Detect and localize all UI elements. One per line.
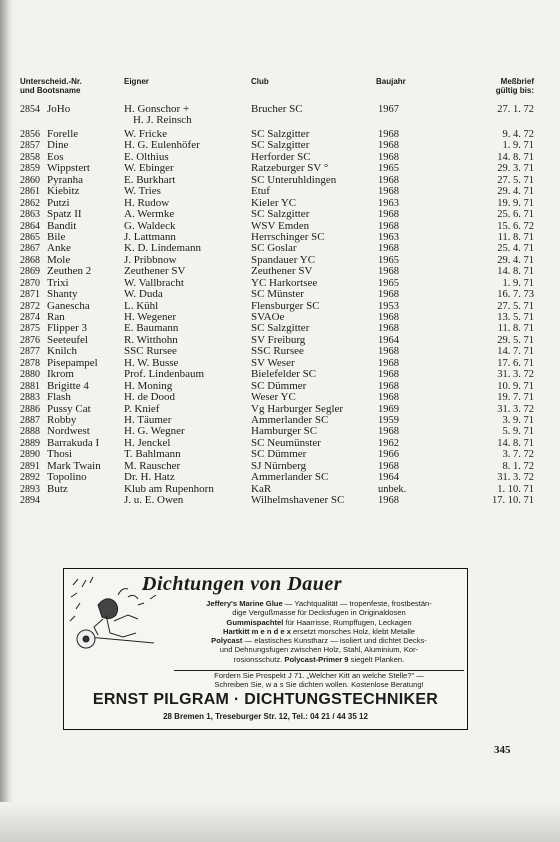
club-name: Zeuthener SV [251,265,313,278]
boat-name: Nordwest [47,425,90,438]
build-year: 1962 [378,437,399,449]
table-row [0,392,560,403]
boat-number: 2874 [20,312,40,323]
club-name: SJ Nürnberg [251,459,307,472]
boat-name: Thosi [47,448,73,461]
advertisement [63,568,468,730]
boat-number: 2865 [20,231,40,243]
build-year: 1968 [378,380,399,392]
boat-number: 2854 [20,104,40,115]
boat-number: 2878 [20,357,40,369]
owner-name: H. W. Busse [124,356,179,369]
certificate-valid-until: 14. 7. 71 [497,346,534,358]
club-name: SC Salzgitter [251,208,310,221]
build-year: 1968 [378,174,399,186]
owner-name: H. G. Eulenhöfer [124,139,200,152]
boat-name: Brigitte 4 [47,379,89,392]
page-number: 345 [494,744,511,756]
certificate-valid-until: 14. 8. 71 [497,266,534,278]
build-year: 1968 [378,209,399,221]
build-year: 1968 [378,220,399,232]
build-year: 1968 [378,357,399,369]
owner-name: J. u. E. Owen [124,494,184,506]
build-year: 1968 [378,266,399,278]
boat-number: 2889 [20,437,40,449]
build-year: 1968 [378,186,399,198]
boat-number: 2877 [20,346,40,358]
boat-number: 2876 [20,334,40,346]
boat-name: Flipper 3 [47,322,88,335]
boat-number: 2860 [20,174,40,186]
club-name: SC Dümmer [251,379,307,392]
boat-number: 2894 [20,495,40,506]
club-name: Etuf [251,185,270,198]
table-row [0,186,560,197]
build-year: 1968 [378,346,399,358]
certificate-valid-until: 27. 5. 71 [497,300,534,312]
boat-number: 2862 [20,197,40,209]
certificate-valid-until: 31. 3. 72 [497,403,534,415]
build-year: 1964 [378,472,399,484]
boat-number: 2887 [20,414,40,426]
build-year: 1968 [378,460,399,472]
owner-name: L. Kühl [124,299,159,312]
owner-name: M. Rauscher [124,459,181,472]
owner-name: H. Täumer [124,413,172,426]
club-name: SC Salzgitter [251,322,310,335]
boat-number: 2881 [20,380,40,392]
boat-number: 2869 [20,266,40,278]
owner-name: J. Lattmann [124,230,176,243]
boat-name: Ran [47,311,65,323]
header-number-name: Unterscheid.-Nr. und Bootsname [20,77,82,95]
owner-name: H. Moning [124,379,173,392]
owner-name: W. Duda [124,288,163,301]
owner-name: H. Rudow [124,196,170,209]
boat-name: Seeteufel [47,333,88,346]
club-name: Herforder SC [251,150,311,163]
boat-number: 2868 [20,254,40,266]
boat-number: 2861 [20,186,40,198]
club-name: Brucher SC [251,103,303,115]
table-row [0,104,560,129]
owner-name: Zeuthener SV [124,265,186,278]
club-name: SC Münster [251,288,304,301]
certificate-valid-until: 11. 8. 71 [497,231,534,243]
owner-name: W. Ebinger [124,162,174,175]
build-year: 1968 [378,392,399,404]
build-year: 1967 [378,104,399,115]
certificate-valid-until: 1. 10. 71 [497,483,534,495]
build-year: 1964 [378,334,399,346]
club-name: Ratzeburger SV ° [251,162,329,175]
owner-name: W. Tries [124,185,161,198]
certificate-valid-until: 29. 5. 71 [497,334,534,346]
boat-name: Trixi [47,276,69,289]
owner-name: H. de Dood [124,391,176,404]
header-year: Baujahr [376,77,406,86]
boat-name: Knilch [47,345,77,358]
table-row [0,495,560,506]
build-year: 1968 [378,151,399,163]
certificate-valid-until: 17. 6. 71 [497,357,534,369]
owner-name: Prof. Lindenbaum [124,368,205,381]
owner-name: Dr. H. Hatz [124,471,175,484]
build-year: 1963 [378,197,399,209]
header-owner: Eigner [124,77,149,86]
club-name: SC Salzgitter [251,139,310,152]
page-bottom-shadow [0,802,560,842]
boat-number: 2888 [20,426,40,438]
build-year: 1963 [378,231,399,243]
boat-number: 2871 [20,289,40,301]
certificate-valid-until: 29. 3. 71 [497,163,534,175]
build-year: 1968 [378,129,399,140]
certificate-valid-until: 31. 3. 72 [497,472,534,484]
club-name: SC Neumünster [251,436,321,449]
owner-name: E. Olthius [124,150,169,163]
table-row [0,449,560,460]
boat-number: 2858 [20,151,40,163]
certificate-valid-until: 19. 7. 71 [497,392,534,404]
certificate-valid-until: 14. 8. 71 [497,151,534,163]
owner-name: W. Fricke [124,128,167,140]
club-name: Spandauer YC [251,253,316,266]
certificate-valid-until: 14. 8. 71 [497,437,534,449]
boat-number: 2859 [20,163,40,175]
club-name: SV Freiburg [251,333,306,346]
build-year: 1965 [378,254,399,266]
certificate-valid-until: 8. 1. 72 [502,460,534,472]
owner-name: E. Baumann [124,322,179,335]
club-name: SSC Rursee [251,345,304,358]
owner-name: G. Waldeck [124,219,176,232]
build-year: 1968 [378,243,399,255]
build-year: 1968 [378,312,399,323]
boat-name: JoHo [47,103,71,115]
ad-title: Dichtungen von Dauer [142,573,343,595]
boat-number: 2893 [20,483,40,495]
table-row [0,175,560,186]
club-name: Wilhelmshavener SC [251,494,345,506]
build-year: 1968 [378,495,399,506]
club-name: YC Harkortsee [251,276,318,289]
header-club: Club [251,77,269,86]
boat-name: Bile [47,230,66,243]
club-name: Hamburger SC [251,425,318,438]
club-name: Weser YC [251,391,296,404]
boat-name: Ganescha [47,299,90,312]
build-year: 1953 [378,300,399,312]
boat-name: Butz [47,482,68,495]
certificate-valid-until: 29. 4. 71 [497,186,534,198]
club-name: Kieler YC [251,196,297,209]
owner-name: W. Vallbracht [124,276,184,289]
boat-name: Forelle [47,128,79,140]
club-name: WSV Emden [251,219,310,232]
table-row [0,369,560,380]
boat-number: 2883 [20,392,40,404]
certificate-valid-until: 19. 9. 71 [497,197,534,209]
ad-address: 28 Bremen 1, Treseburger Str. 12, Tel.: 04 21 / 44 35 12 [163,712,368,721]
ad-request: Fordern Sie Prospekt J 71. „Welcher Kitt an welche Stelle?" — Schreiben Sie, w a s Sie dichten wollen. Kostenlose Beratung! [214,671,424,690]
boat-register-table [0,104,560,506]
boat-name: Dine [47,139,69,152]
boat-name: Wippstert [47,162,90,175]
certificate-valid-until: 31. 3. 72 [497,369,534,381]
club-name: Bielefelder SC [251,368,317,381]
boat-name: Pisepampel [47,356,98,369]
build-year: 1968 [378,289,399,301]
boat-number: 2892 [20,472,40,484]
boat-name: Pussy Cat [47,402,91,415]
club-name: Vg Harburger Segler [251,402,344,415]
build-year: unbek. [378,483,407,495]
build-year: 1959 [378,414,399,426]
boat-number: 2880 [20,369,40,381]
owner-name: J. Pribbnow [124,253,177,266]
build-year: 1965 [378,277,399,289]
certificate-valid-until: 3. 9. 71 [502,414,534,426]
ad-product-list: Jeffery's Marine Glue — Yachtqualität — tropenfeste, frostbestän- dige Vergußmasse für Decksfugen in Originaldosen Gummispachtel für Haarrisse, Rumpffugen, Leckagen Hartkitt m e n d e x ersetzt morsches Holz, klebt Metalle Polycast — elastisches Kunstharz — isoliert und dichtet Decks- und Dehnungsfugen zwischen Holz, Stahl, Aluminium, Kor- rosionsschutz. Polycast-Primer 9 siegelt Planken. [206,599,432,664]
owner-name-secondary: H. J. Reinsch [133,114,192,126]
owner-name: T. Bahlmann [124,448,181,461]
header-valid-until: Meßbrief gültig bis: [495,77,534,95]
certificate-valid-until: 29. 4. 71 [497,254,534,266]
club-name: Flensburger SC [251,299,320,312]
owner-name: H. Wegener [124,311,177,323]
boat-name: Shanty [47,288,78,301]
boat-name: Spatz II [47,208,82,221]
club-name: SC Salzgitter [251,128,310,140]
certificate-valid-until: 1. 9. 71 [502,140,534,152]
boat-name: Mark Twain [47,459,101,472]
table-row [0,266,560,277]
club-name: SC Goslar [251,242,297,255]
club-name: Ammerlander SC [251,471,329,484]
certificate-valid-until: 11. 8. 71 [497,323,534,335]
boat-number: 2867 [20,243,40,255]
certificate-valid-until: 1. 9. 71 [502,277,534,289]
certificate-valid-until: 27. 5. 71 [497,174,534,186]
owner-name: P. Knief [124,402,160,415]
club-name: SC Unteruhldingen [251,173,337,186]
boat-name: Bandit [47,219,77,232]
boat-name: Putzi [47,196,70,209]
table-row [0,472,560,483]
build-year: 1968 [378,323,399,335]
boat-name: Topolino [47,471,87,484]
table-row [0,209,560,220]
owner-name: Klub am Rupenhorn [124,482,214,495]
club-name: Ammerlander SC [251,413,329,426]
boat-name: Eos [47,150,64,163]
boat-number: 2890 [20,449,40,461]
owner-name: SSC Rursee [124,345,177,358]
certificate-valid-until: 17. 10. 71 [492,495,534,506]
owner-name: H. Jenckel [124,436,171,449]
build-year: 1968 [378,426,399,438]
boat-number: 2856 [20,129,40,140]
boat-number: 2857 [20,140,40,152]
certificate-valid-until: 10. 9. 71 [497,380,534,392]
owner-name: R. Witthohn [124,333,178,346]
certificate-valid-until: 25. 4. 71 [497,243,534,255]
boat-number: 2872 [20,300,40,312]
club-name: Herrschinger SC [251,230,325,243]
table-row [0,289,560,300]
build-year: 1969 [378,403,399,415]
boat-number: 2886 [20,403,40,415]
boat-number: 2875 [20,323,40,335]
certificate-valid-until: 25. 6. 71 [497,209,534,221]
certificate-valid-until: 5. 9. 71 [502,426,534,438]
owner-name: A. Wermke [124,208,175,221]
boat-name: Flash [47,391,71,404]
boat-name: Zeuthen 2 [47,265,92,278]
owner-name: E. Burkhart [124,173,176,186]
owner-name: H. Gonschor + [124,103,190,115]
club-name: SVAOe [251,311,285,323]
boat-name: Barrakuda I [47,436,100,449]
certificate-valid-until: 3. 7. 72 [502,449,534,461]
certificate-valid-until: 9. 4. 72 [502,129,534,140]
certificate-valid-until: 15. 6. 72 [497,220,534,232]
boat-name: Robby [47,413,77,426]
boat-number: 2863 [20,209,40,221]
club-name: SC Dümmer [251,448,307,461]
club-name: SV Weser [251,356,295,369]
boat-name: Kiebitz [47,185,80,198]
boat-name: Mole [47,253,71,266]
certificate-valid-until: 16. 7. 73 [497,289,534,301]
build-year: 1966 [378,449,399,461]
boat-number: 2870 [20,277,40,289]
build-year: 1965 [378,163,399,175]
owner-name: K. D. Lindemann [124,242,201,255]
build-year: 1968 [378,369,399,381]
boat-name: Ikrom [47,368,74,381]
boat-name: Anke [47,242,71,255]
certificate-valid-until: 13. 5. 71 [497,312,534,323]
ad-company-name: ERNST PILGRAM · DICHTUNGSTECHNIKER [92,691,439,708]
boat-number: 2891 [20,460,40,472]
club-name: KaR [251,482,272,495]
boat-name: Pyranha [47,173,84,186]
owner-name: H. G. Wegner [124,425,185,438]
build-year: 1968 [378,140,399,152]
boat-number: 2864 [20,220,40,232]
certificate-valid-until: 27. 1. 72 [497,104,534,115]
